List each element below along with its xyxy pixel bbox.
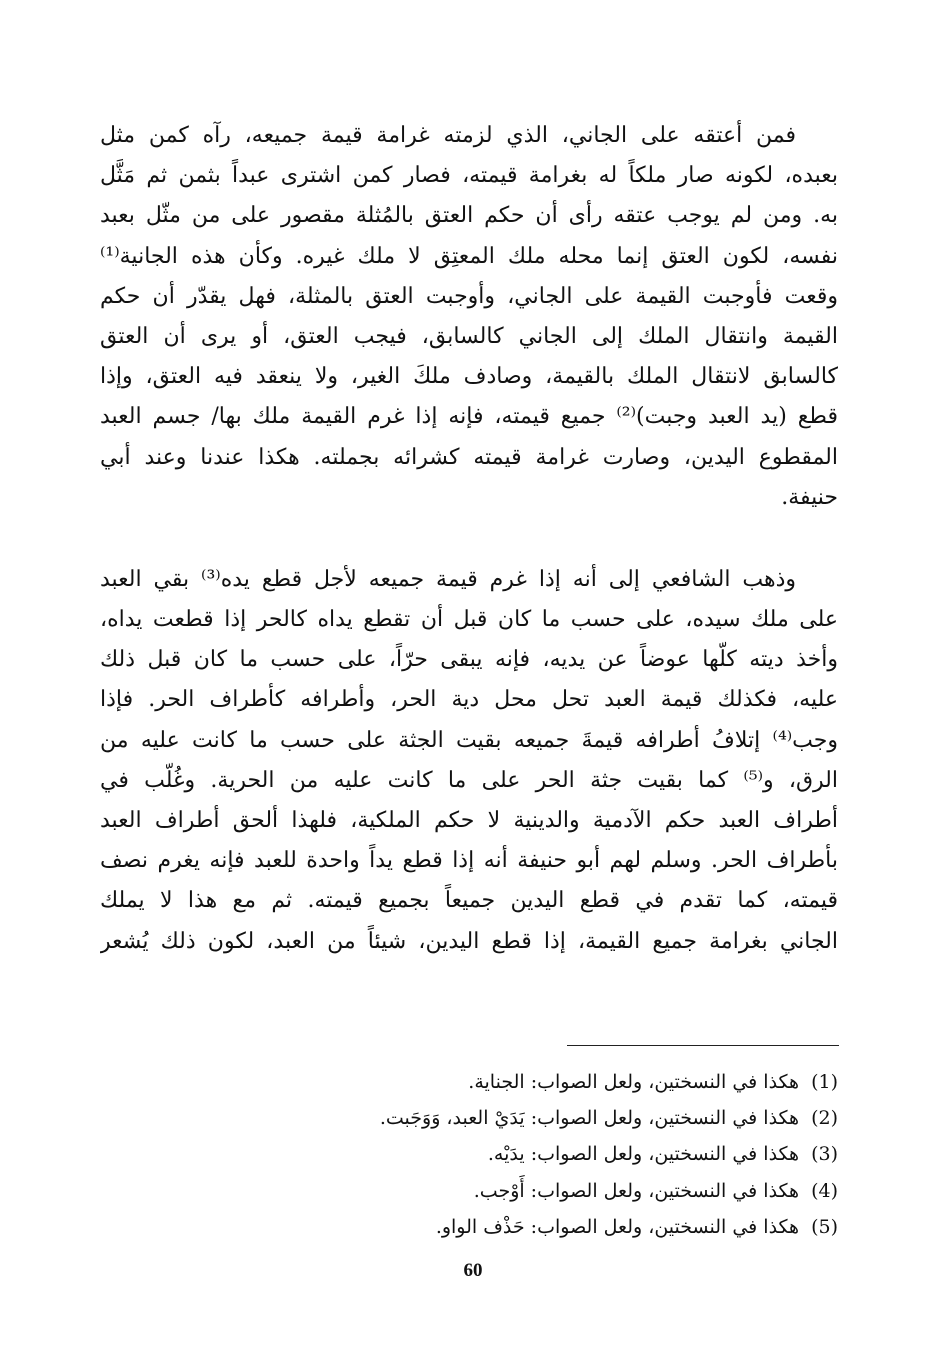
- footnote-number: (4): [811, 1179, 838, 1202]
- text-line: وأخذ ديته كلّها عوضاً عن يديه، فإنه يبقى حرّاً، على حسب ما كان قبل ذلك: [100, 647, 838, 673]
- footnotes: [300, 1064, 838, 1245]
- footnote-text: هكذا في النسختين، ولعل الصواب: الجناية.: [468, 1071, 800, 1093]
- footnote-number: (1): [811, 1071, 838, 1093]
- footnote-text: هكذا في النسختين، ولعل الصواب: يَدَيْ العبد، وَوَجَبت.: [379, 1107, 800, 1130]
- footnote-text: هكذا في النسختين، ولعل الصواب: حَذْف الواو.: [435, 1215, 800, 1238]
- text-line: قطع (يد العبد وجبت)⁽²⁾ جميع قيمته، فإنه إذا غرم القيمة ملك بها/ جسم العبد: [100, 404, 838, 430]
- text-line: وذهب الشافعي إلى أنه إذا غرم قيمة جميعه لأجل قطع يده⁽³⁾ بقي العبد: [100, 566, 796, 592]
- text-line: على ملك سيده، على حسب ما كان قبل أن تقطع يداه كالحر إذا قطعت يداه،: [100, 607, 838, 633]
- footnote-number: (3): [811, 1143, 838, 1166]
- text-line: عليه، فكذلك قيمة العبد تحل محل دية الحر، وأطرافه كأطراف الحر. فإذا: [100, 687, 838, 713]
- footnote: [300, 1100, 838, 1136]
- footnote-text: هكذا في النسختين، ولعل الصواب: يدَيْه.: [487, 1143, 800, 1166]
- text-line: القيمة وانتقال الملك إلى الجاني كالسابق، فيجب العتق، أو يرى أن العتق: [100, 323, 838, 349]
- body-text: [100, 116, 838, 962]
- footnote: [300, 1209, 838, 1245]
- footnote-number: (2): [811, 1107, 838, 1130]
- text-line: بأطراف الحر. وسلم لهم أبو حنيفة أنه إذا قطع يداً واحدة للعبد فإنه يغرم نصف: [100, 848, 838, 874]
- text-line: فمن أعتقه على الجاني، الذي لزمته غرامة قيمة جميعه، رآه كمن مثل: [100, 123, 796, 148]
- footnote-number: (5): [811, 1215, 838, 1238]
- text-line: الرق، و⁽⁵⁾ كما بقيت جثة الحر على ما كانت عليه من الحرية. وغُلّب في: [100, 767, 838, 793]
- text-line: نفسه، لكون العتق إنما محله ملك المعتِق لا ملك غيره. وكأن هذه الجانية⁽¹⁾: [100, 243, 838, 269]
- text-line: وقعت فأوجبت القيمة على الجاني، وأوجبت العتق بالمثلة، فهل يقدّر أن حكم: [100, 283, 838, 309]
- footnote-text: هكذا في النسختين، ولعل الصواب: أَوْجب.: [473, 1179, 800, 1202]
- text-line: وجب⁽⁴⁾ إتلافُ أطرافه قيمةَ جميعه بقيت الجثة على حسب ما كانت عليه من: [100, 727, 838, 753]
- text-line: بعبده، لكونه صار ملكاً له بغرامة قيمته، فصار كمن اشترى عبداً بثمن ثم مَثَّل: [100, 163, 838, 189]
- footnote: [300, 1064, 838, 1100]
- text-line: أطراف العبد حكم الآدمية والدينية لا حكم الملكية، فلهذا ألحق أطراف العبد: [100, 808, 838, 833]
- text-line: كالسابق لانتقال الملك بالقيمة، وصادف ملكَ الغير، ولا ينعقد فيه العتق، وإذا: [100, 364, 838, 390]
- footnote-separator: [567, 1045, 839, 1046]
- paragraph-gap: [100, 518, 838, 560]
- text-line: قيمته، كما تقدم في قطع اليدين جميعاً بجميع قيمته. ثم مع هذا لا يملك: [100, 888, 838, 914]
- text-line: المقطوع اليدين، وصارت غرامة قيمته كشرائه بجملته. هكذا عندنا وعند أبي: [100, 444, 838, 470]
- footnote: [300, 1136, 838, 1172]
- text-line: حنيفة.: [781, 484, 838, 510]
- footnote: [300, 1173, 838, 1209]
- text-line: به. ومن لم يوجب عتقه رأى أن حكم العتق بالمُثلة مقصور على من مثّل بعبد: [100, 203, 838, 229]
- text-line: الجاني بغرامة جميع القيمة، إذا قطع اليدين، شيئاً من العبد، لكون ذلك يُشعر: [100, 928, 838, 954]
- page-number: 60: [463, 1260, 483, 1281]
